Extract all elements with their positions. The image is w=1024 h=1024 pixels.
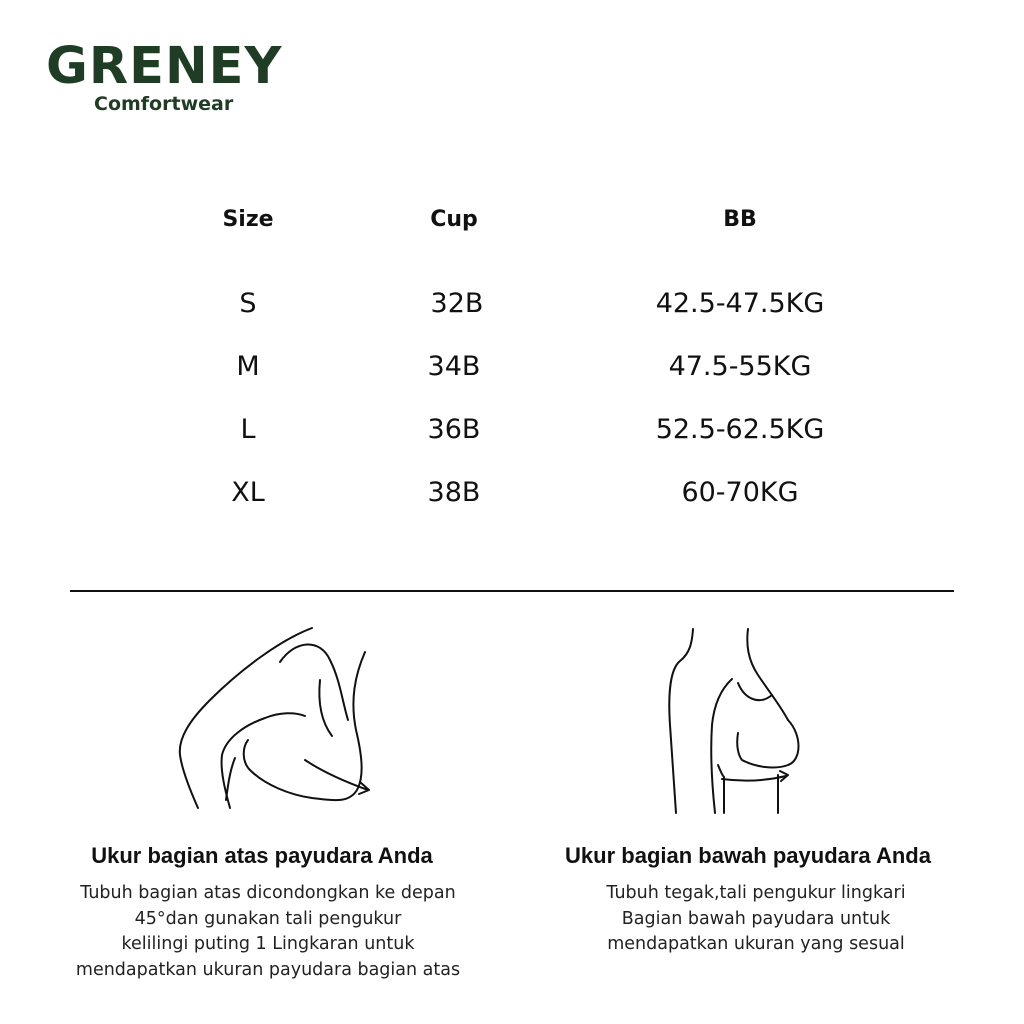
breast-outline: [738, 683, 772, 700]
shoulder-outline: [280, 644, 348, 720]
arm-outline: [711, 679, 732, 813]
tape-line: [305, 760, 368, 790]
guide-line: Tubuh bagian atas dicondongkan ke depan: [80, 883, 456, 903]
row-bb: 60-70KG: [681, 477, 799, 508]
neck-outline: [669, 629, 693, 813]
guide-line: Tubuh tegak,tali pengukur lingkari: [606, 883, 906, 903]
brand-name: GRENEY: [46, 37, 283, 96]
row-size: S: [239, 288, 257, 319]
row-cup: 38B: [427, 477, 481, 508]
arm-crease: [226, 758, 235, 800]
guide-line: 45°dan gunakan tali pengukur: [134, 908, 402, 929]
upright-illustration: [660, 625, 810, 820]
row-size: M: [236, 351, 260, 382]
neck-outline: [747, 629, 788, 720]
guide-description-upper: [76, 881, 460, 983]
header-cup: Cup: [430, 207, 478, 232]
row-cup: 34B: [427, 351, 481, 382]
header-size: Size: [222, 207, 274, 232]
tape-line: [722, 776, 786, 781]
guide-line: Bagian bawah payudara untuk: [621, 908, 891, 929]
breast-outline: [737, 720, 798, 767]
arm-outline: [180, 628, 312, 808]
row-size: L: [240, 414, 256, 445]
guide-line: kelilingi puting 1 Lingkaran untuk: [121, 934, 415, 954]
lean-forward-illustration: [170, 620, 390, 820]
guide-description-lower: [606, 881, 905, 958]
row-bb: 47.5-55KG: [668, 351, 812, 382]
guide-line: mendapatkan ukuran yang sesual: [607, 934, 905, 954]
row-cup: 36B: [427, 414, 481, 445]
underbust-outline: [718, 765, 724, 813]
row-cup: 32B: [430, 288, 484, 319]
strap-outline: [319, 680, 332, 736]
row-size: XL: [231, 477, 265, 508]
guide-title-lower: Ukur bagian bawah payudara Anda: [565, 843, 931, 868]
guide-line: mendapatkan ukuran payudara bagian atas: [75, 959, 461, 980]
guide-title-upper: Ukur bagian atas payudara Anda: [91, 843, 433, 868]
section-divider: [70, 590, 954, 592]
header-bb: BB: [723, 207, 757, 232]
row-bb: 42.5-47.5KG: [655, 288, 825, 319]
back-outline: [244, 652, 365, 800]
row-bb: 52.5-62.5KG: [655, 414, 825, 445]
brand-tagline: Comfortwear: [94, 93, 234, 115]
